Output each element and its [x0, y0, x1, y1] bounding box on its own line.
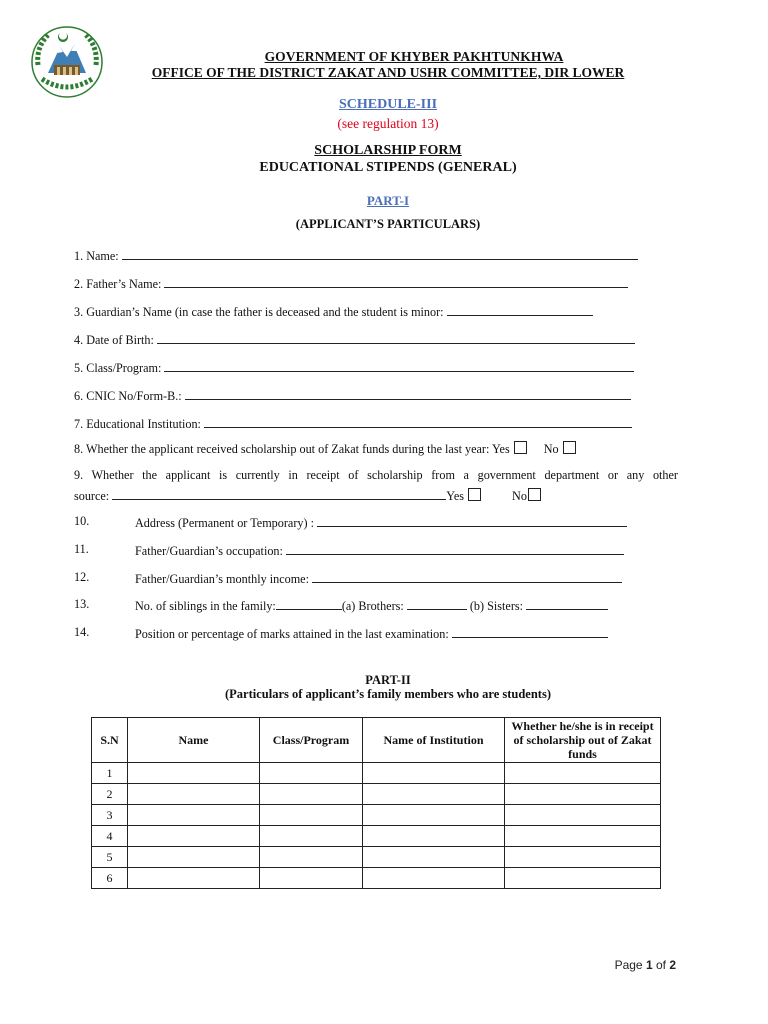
field-marks-blank[interactable]: [452, 625, 608, 638]
no-label: No: [512, 489, 527, 503]
col-zakat-scholarship: Whether he/she is in receipt of scholarship out of Zakat funds: [505, 718, 661, 763]
field-address-blank[interactable]: [317, 514, 627, 527]
part2-title: PART-II: [365, 673, 411, 687]
cell-zakat[interactable]: [505, 847, 661, 868]
field-name-label: 1. Name:: [74, 249, 119, 263]
cell-name[interactable]: [128, 763, 260, 784]
table-row: [92, 826, 661, 847]
header-government: GOVERNMENT OF KHYBER PAKHTUNKHWA: [264, 49, 564, 64]
page-number: [615, 958, 676, 972]
cell-zakat[interactable]: [505, 826, 661, 847]
family-students-table: [91, 717, 661, 889]
field-cnic-blank[interactable]: [185, 387, 631, 400]
field-marks-label: Position or percentage of marks attained in the last examination:: [135, 627, 449, 641]
field-occupation-label: Father/Guardian’s occupation:: [135, 544, 283, 558]
cell-zakat[interactable]: [505, 805, 661, 826]
cell-name[interactable]: [128, 826, 260, 847]
field-fathers-name-blank[interactable]: [164, 275, 628, 288]
item-number-10: 10.: [74, 514, 90, 528]
field-educational-institution-blank[interactable]: [204, 415, 632, 428]
part2-subtitle: (Particulars of applicant’s family members who are students): [224, 687, 551, 701]
cell-class[interactable]: [260, 826, 363, 847]
col-class-program: Class/Program: [260, 718, 363, 763]
field-class-program-label: 5. Class/Program:: [74, 361, 162, 375]
field-guardian-name-blank[interactable]: [447, 303, 593, 316]
field-date-of-birth: [74, 331, 635, 348]
cell-institution[interactable]: [363, 847, 505, 868]
cell-institution[interactable]: [363, 784, 505, 805]
cell-class[interactable]: [260, 805, 363, 826]
field-fathers-name: [74, 275, 628, 292]
no-checkbox[interactable]: [528, 488, 541, 501]
no-label: No: [543, 442, 559, 456]
cell-zakat[interactable]: [505, 784, 661, 805]
cell-class[interactable]: [260, 847, 363, 868]
page-prefix: Page: [614, 958, 646, 972]
row-sn: 4: [92, 826, 128, 847]
row-sn: 1: [92, 763, 128, 784]
cell-name[interactable]: [128, 805, 260, 826]
header-office: OFFICE OF THE DISTRICT ZAKAT AND USHR COMMITTEE, DIR LOWER: [151, 65, 625, 80]
col-sn: S.N: [92, 718, 128, 763]
row-sn: 3: [92, 805, 128, 826]
field-date-of-birth-label: 4. Date of Birth:: [74, 333, 154, 347]
yes-checkbox[interactable]: [468, 488, 481, 501]
table-row: [92, 868, 661, 889]
field-address: [135, 514, 627, 531]
page-current: 1: [645, 958, 653, 972]
field-monthly-income: [135, 570, 622, 587]
item-number-12: 12.: [74, 570, 90, 584]
field-zakat-last-year-label: 8. Whether the applicant received scholarship out of Zakat funds during the last year: Yes: [74, 442, 510, 456]
field-sisters-blank[interactable]: [526, 597, 608, 610]
form-subtitle: EDUCATIONAL STIPENDS (GENERAL): [259, 160, 517, 175]
field-siblings-blank[interactable]: [276, 597, 342, 610]
field-cnic-label: 6. CNIC No/Form-B.:: [74, 389, 182, 403]
schedule-title: SCHEDULE-III: [338, 97, 438, 112]
item-number-14: 14.: [74, 625, 90, 639]
part1-subtitle: (APPLICANT’S PARTICULARS): [295, 217, 481, 231]
yes-label: Yes: [446, 489, 464, 503]
field-educational-institution-label: 7. Educational Institution:: [74, 417, 201, 431]
cell-zakat[interactable]: [505, 763, 661, 784]
field-siblings-label: No. of siblings in the family:: [135, 599, 276, 613]
field-siblings: [135, 597, 608, 614]
regulation-note: (see regulation 13): [337, 116, 439, 131]
field-name: [74, 247, 638, 264]
field-fathers-name-label: 2. Father’s Name:: [74, 277, 162, 291]
yes-checkbox[interactable]: [514, 441, 527, 454]
field-cnic: [74, 387, 631, 404]
field-brothers-blank[interactable]: [407, 597, 467, 610]
table-row: [92, 805, 661, 826]
form-title: SCHOLARSHIP FORM: [314, 143, 462, 158]
row-sn: 5: [92, 847, 128, 868]
row-sn: 2: [92, 784, 128, 805]
cell-institution[interactable]: [363, 805, 505, 826]
source-blank[interactable]: [112, 487, 446, 500]
no-checkbox[interactable]: [563, 441, 576, 454]
field-educational-institution: [74, 415, 632, 432]
field-occupation: [135, 542, 624, 559]
table-header-row: [92, 718, 661, 763]
page-of: of: [652, 958, 670, 972]
part1-title: PART-I: [366, 193, 410, 208]
field-brothers-label: (a) Brothers:: [341, 599, 404, 613]
field-marks: [135, 625, 608, 642]
field-monthly-income-label: Father/Guardian’s monthly income:: [135, 572, 309, 586]
item-number-11: 11.: [74, 542, 89, 556]
field-sisters-label: (b) Sisters:: [469, 599, 524, 613]
cell-institution[interactable]: [363, 763, 505, 784]
col-name: Name: [128, 718, 260, 763]
field-class-program-blank[interactable]: [164, 359, 634, 372]
cell-institution[interactable]: [363, 868, 505, 889]
row-sn: 6: [92, 868, 128, 889]
cell-class[interactable]: [260, 868, 363, 889]
col-institution: Name of Institution: [363, 718, 505, 763]
table-row: [92, 763, 661, 784]
table-row: [92, 847, 661, 868]
field-government-scholarship-line1: 9. Whether the applicant is currently in receipt of scholarship from a government department or any other: [74, 468, 678, 482]
page-total: 2: [669, 958, 676, 972]
cell-institution[interactable]: [363, 826, 505, 847]
field-guardian-name-label: 3. Guardian’s Name (in case the father is deceased and the student is minor:: [74, 305, 444, 319]
cell-class[interactable]: [260, 784, 363, 805]
field-occupation-blank[interactable]: [286, 542, 624, 555]
cell-name[interactable]: [128, 847, 260, 868]
field-monthly-income-blank[interactable]: [312, 570, 622, 583]
cell-zakat[interactable]: [505, 868, 661, 889]
cell-name[interactable]: [128, 868, 260, 889]
field-address-label: Address (Permanent or Temporary) :: [135, 516, 314, 530]
cell-name[interactable]: [128, 784, 260, 805]
field-name-blank[interactable]: [122, 247, 638, 260]
item-number-13: 13.: [74, 597, 90, 611]
table-row: [92, 784, 661, 805]
field-class-program: [74, 359, 634, 376]
cell-class[interactable]: [260, 763, 363, 784]
field-government-scholarship: [74, 487, 541, 504]
field-guardian-name: [74, 303, 593, 320]
field-date-of-birth-blank[interactable]: [157, 331, 635, 344]
field-zakat-scholarship-last-year: [74, 441, 576, 457]
source-label: source:: [74, 489, 110, 503]
